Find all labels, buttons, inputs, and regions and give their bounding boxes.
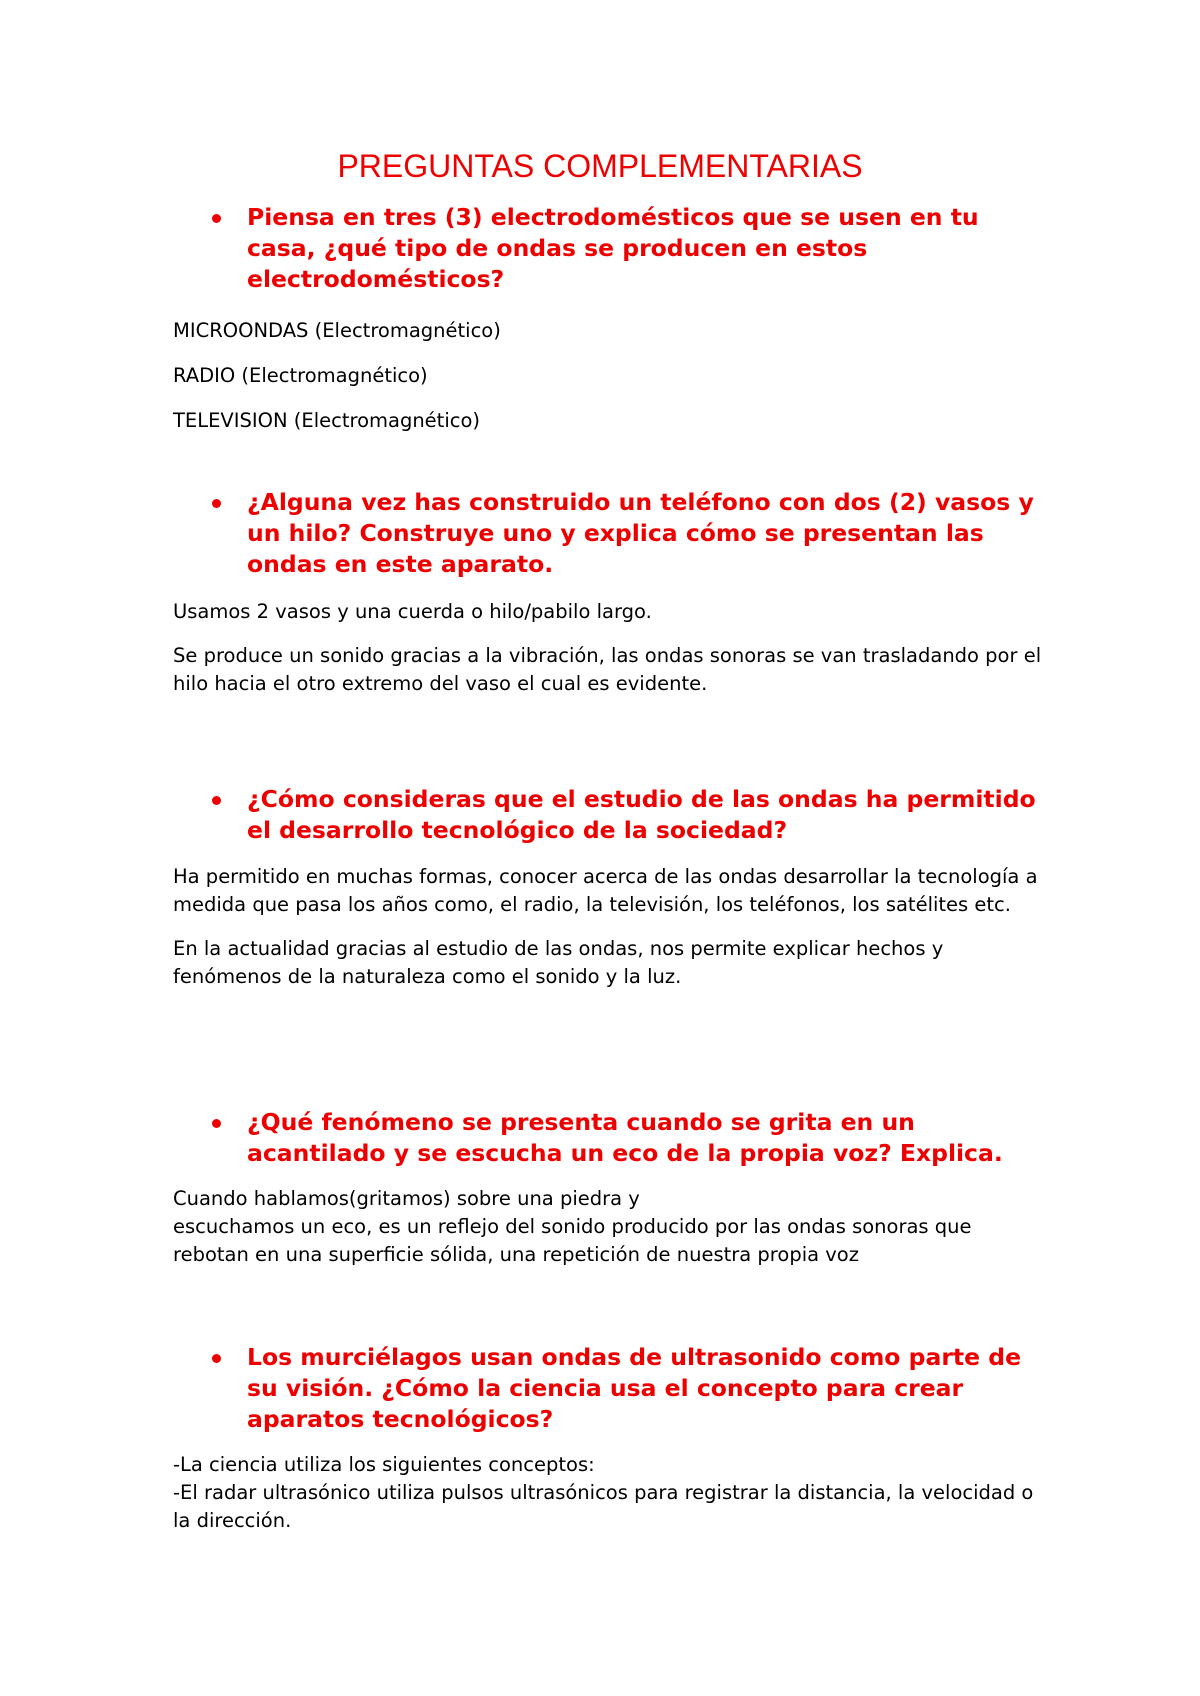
answer-5-1: -La ciencia utiliza los siguientes conceptos: -El radar ultrasónico utiliza pulsos ultrasónicos para registrar la distancia, la velocidad o la dirección. [173, 1453, 1034, 1532]
bullet-icon [212, 1354, 221, 1363]
bullet-icon [212, 1119, 221, 1128]
question-5-text: Los murciélagos usan ondas de ultrasonido como parte de su visión. ¿Cómo la ciencia usa el concepto para crear aparatos tecnológicos? [247, 1343, 1022, 1433]
question-5 [247, 1342, 1047, 1435]
question-4 [247, 1107, 1047, 1169]
question-1 [247, 202, 1047, 295]
answer-1-1: MICROONDAS (Electromagnético) [173, 319, 501, 342]
answer-4-1: Cuando hablamos(gritamos) sobre una piedra y escuchamos un eco, es un reflejo del sonido producido por las ondas sonoras que rebotan en una superficie sólida, una repetición de nuestra propia voz [173, 1187, 972, 1266]
question-2-text: ¿Alguna vez has construido un teléfono con dos (2) vasos y un hilo? Construye uno y explica cómo se presentan las ondas en este aparato. [247, 488, 1034, 578]
bullet-icon [212, 214, 221, 223]
question-section-2 [0, 487, 1200, 698]
question-1-text: Piensa en tres (3) electrodomésticos que se usen en tu casa, ¿qué tipo de ondas se producen en estos electrodomésticos? [247, 203, 979, 293]
answer-2-1: Usamos 2 vasos y una cuerda o hilo/pabilo largo. [173, 600, 652, 623]
question-3 [247, 784, 1047, 846]
answer-2-2: Se produce un sonido gracias a la vibración, las ondas sonoras se van trasladando por el hilo hacia el otro extremo del vaso el cual es evidente. [173, 644, 1042, 695]
answer-1-3: TELEVISION (Electromagnético) [173, 409, 481, 432]
bullet-icon [212, 796, 221, 805]
question-section-1 [0, 202, 1200, 435]
question-2 [247, 487, 1047, 580]
answer-1-2: RADIO (Electromagnético) [173, 364, 428, 387]
question-section-3 [0, 784, 1200, 991]
bullet-icon [212, 499, 221, 508]
question-section-5 [0, 1342, 1200, 1535]
question-3-text: ¿Cómo consideras que el estudio de las ondas ha permitido el desarrollo tecnológico de la sociedad? [247, 785, 1036, 844]
answer-3-2: En la actualidad gracias al estudio de las ondas, nos permite explicar hechos y fenómenos de la naturaleza como el sonido y la luz. [173, 937, 944, 988]
answer-3-1: Ha permitido en muchas formas, conocer acerca de las ondas desarrollar la tecnología a medida que pasa los años como, el radio, la televisión, los teléfonos, los satélites etc. [173, 865, 1038, 916]
page-title: PREGUNTAS COMPLEMENTARIAS [337, 148, 863, 184]
question-section-4 [0, 1107, 1200, 1269]
question-4-text: ¿Qué fenómeno se presenta cuando se grita en un acantilado y se escucha un eco de la propia voz? Explica. [247, 1108, 1003, 1167]
